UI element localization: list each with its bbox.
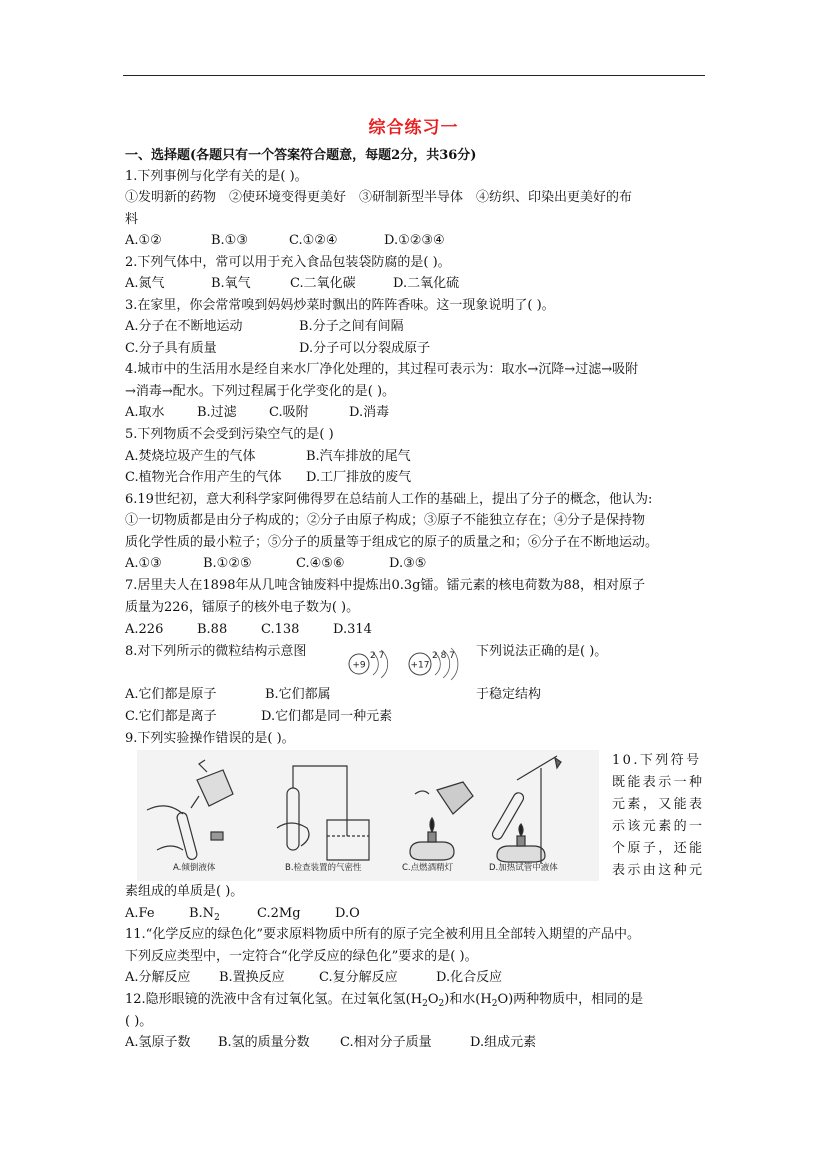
- q1-option-b: B.①③: [211, 233, 248, 248]
- q5-option-a: A.焚烧垃圾产生的气体: [125, 449, 256, 464]
- q5-options-row2: [125, 469, 411, 487]
- q8-stem: 8.对下列所示的微粒结构示意图: [125, 644, 307, 659]
- q12-option-a: A.氢原子数: [125, 1035, 191, 1050]
- atom2-shells: 2 8 7: [432, 651, 455, 661]
- q7-options: [125, 621, 372, 639]
- q2-option-c: C.二氧化碳: [290, 276, 356, 291]
- q4-option-c: C.吸附: [269, 405, 309, 420]
- atom1-nucleus: +9: [352, 660, 366, 671]
- q3-option-b: B.分子之间有间隔: [299, 319, 404, 334]
- q1-items-cont: 料: [125, 212, 139, 227]
- q12-option-c: C.相对分子质量: [340, 1035, 432, 1050]
- q3-option-d: D.分子可以分裂成原子: [299, 341, 431, 356]
- q12-stem: 12.隐形眼镜的洗液中含有过氧化氢。在过氧化氢$(H_2O_2)$和水$(H_2O)$两种物质中，相同的是: [125, 992, 644, 1009]
- q10-option-b: $B.N_2$: [189, 906, 220, 923]
- q2-option-d: D.二氧化硫: [393, 276, 460, 291]
- q10-stem-line3: 元素，又能表: [612, 797, 705, 812]
- caption-a: A.倾倒液体: [173, 863, 216, 873]
- q8-option-c: C.它们都是离子: [125, 709, 217, 724]
- q6-option-a: A.①③: [125, 556, 162, 571]
- q10-stem-line6: 表示由这种元: [612, 863, 705, 878]
- q2-stem: 2.下列气体中，常可以用于充入食品包装袋防腐的是( )。: [125, 255, 451, 270]
- q11-options: [125, 969, 502, 987]
- q7-option-b: B.88: [197, 622, 228, 637]
- atom-structure-diagram: [343, 644, 465, 684]
- q8-option-b-cont: 于稳定结构: [476, 687, 542, 702]
- q3-options-row2: [125, 340, 430, 358]
- q10-options: [125, 905, 360, 923]
- q5-stem: 5.下列物质不会受到污染空气的是( ): [125, 427, 334, 442]
- q10-stem-tail: 素组成的单质是( )。: [125, 884, 244, 899]
- q4-option-b: B.过滤: [197, 405, 237, 420]
- q9-stem: 9.下列实验操作错误的是( )。: [125, 731, 295, 746]
- q5-option-b: B.汽车排放的尾气: [306, 449, 411, 464]
- q11-stem: 11.“化学反应的绿色化”要求原料物质中所有的原子完全被利用且全部转入期望的产品中。: [125, 927, 640, 942]
- q6-option-d: D.③⑤: [389, 556, 427, 571]
- q10-stem-line2: 既能表示一种: [612, 775, 705, 790]
- atom-diagram-1: [349, 650, 388, 678]
- section-heading: 一、选择题(各题只有一个答案符合题意，每题2分，共36分): [125, 148, 477, 163]
- q5-option-c: C.植物光合作用产生的气体: [125, 470, 282, 485]
- q11-option-b: B.置换反应: [219, 970, 285, 985]
- q1-option-a: A.①②: [125, 233, 162, 248]
- q1-option-c: C.①②④: [289, 233, 338, 248]
- q5-option-d: D.工厂排放的废气: [306, 470, 412, 485]
- q6-option-c: C.④⑤⑥: [296, 556, 345, 571]
- q11-option-c: C.复分解反应: [319, 970, 398, 985]
- q4-stem-cont: →消毒→配水。下列过程属于化学变化的是( )。: [125, 384, 396, 399]
- header-rule: [123, 75, 705, 76]
- q6-stem-2: ①一切物质都是由分子构成的；②分子由原子构成；③原子不能独立存在；④分子是保持物: [125, 513, 646, 528]
- q2-options: [125, 275, 459, 293]
- q6-stem: 6.19世纪初，意大利科学家阿佛得罗在总结前人工作的基础上，提出了分子的概念，他认为:: [125, 492, 653, 507]
- q4-option-d: D.消毒: [349, 405, 390, 420]
- q10-stem-line1: 10.下列符号: [612, 753, 702, 768]
- q6-option-b: B.①②⑤: [203, 556, 252, 571]
- q2-option-a: A.氮气: [125, 276, 165, 291]
- q12-option-b: B.氢的质量分数: [218, 1035, 310, 1050]
- q10-stem-line5: 个原子，还能: [612, 841, 705, 856]
- lab-operations-figure: [137, 750, 599, 881]
- q2-option-b: B.氧气: [211, 276, 251, 291]
- q12-stem-cont: ( )。: [125, 1014, 153, 1029]
- q10-option-a: A.Fe: [125, 906, 155, 921]
- q8-option-b: B.它们都属: [265, 687, 331, 702]
- q1-stem: 1.下列事例与化学有关的是( )。: [125, 169, 308, 184]
- q6-options: [125, 555, 426, 573]
- q6-stem-3: 质化学性质的最小粒子；⑤分子的质量等于组成它的原子的质量之和；⑥分子在不断地运动。: [125, 535, 659, 550]
- page-title: 综合练习一: [368, 118, 459, 138]
- q8-stem-tail: 下列说法正确的是( )。: [476, 644, 608, 659]
- atom1-shells: 2 7: [370, 651, 385, 661]
- q3-stem: 3.在家里，你会常常嗅到妈妈炒菜时飘出的阵阵香味。这一现象说明了( )。: [125, 298, 555, 313]
- q11-option-d: D.化合反应: [436, 970, 503, 985]
- q12-options: [125, 1034, 536, 1052]
- atom-diagram-2: [409, 648, 458, 680]
- q3-option-c: C.分子具有质量: [125, 341, 217, 356]
- caption-c: C.点燃酒精灯: [402, 863, 454, 873]
- q7-stem-cont: 质量为226，镭原子的核外电子数为( )。: [125, 600, 360, 615]
- q10-stem-line4: 示该元素的一: [612, 819, 705, 834]
- q11-option-a: A.分解反应: [125, 970, 191, 985]
- q11-stem-cont: 下列反应类型中，一定符合“化学反应的绿色化”要求的是( )。: [125, 949, 478, 964]
- q10-option-d: D.O: [335, 906, 360, 921]
- q7-option-c: C.138: [261, 622, 300, 637]
- q3-options-row1: [125, 318, 404, 336]
- q7-option-d: D.314: [333, 622, 372, 637]
- q4-stem: 4.城市中的生活用水是经自来水厂净化处理的，其过程可表示为：取水→沉降→过滤→吸附: [125, 362, 639, 377]
- q4-option-a: A.取水: [125, 405, 165, 420]
- q5-options-row1: [125, 448, 411, 466]
- atom2-nucleus: +17: [410, 660, 430, 671]
- q3-option-a: A.分子在不断地运动: [125, 319, 243, 334]
- q1-options: [125, 232, 445, 250]
- q7-stem: 7.居里夫人在1898年从几吨含铀废料中提炼出0.3g镭。镭元素的核电荷数为88，相对原子: [125, 578, 646, 593]
- caption-d: D.加热试管中液体: [489, 863, 558, 873]
- q4-options: [125, 404, 389, 422]
- caption-b: B.检查装置的气密性: [285, 863, 362, 873]
- q1-option-d: D.①②③④: [384, 233, 445, 248]
- q12-option-d: D.组成元素: [470, 1035, 537, 1050]
- q10-option-c: C.2Mg: [257, 906, 301, 921]
- q8-option-d: D.它们都是同一种元素: [261, 709, 393, 724]
- q1-items: ①发明新的药物 ②使环境变得更美好 ③研制新型半导体 ④纺织、印染出更美好的布: [125, 190, 633, 205]
- q8-option-a: A.它们都是原子: [125, 687, 217, 702]
- q7-option-a: A.226: [125, 622, 164, 637]
